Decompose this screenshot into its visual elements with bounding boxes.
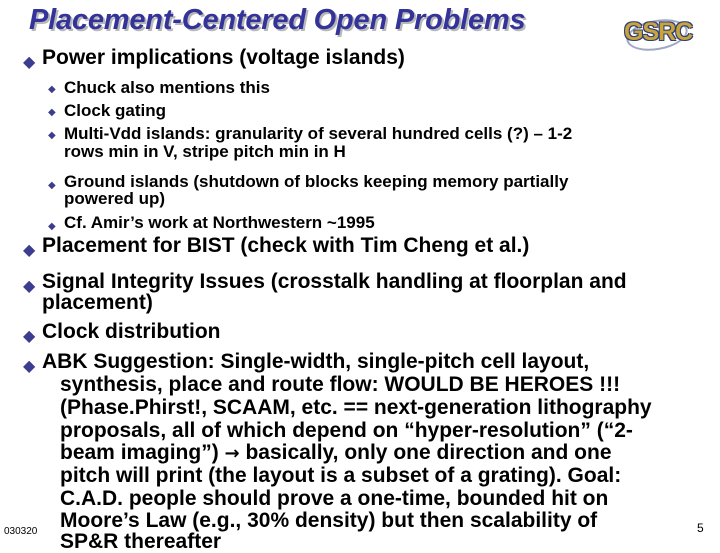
bullet-icon: ◆ <box>23 328 36 345</box>
footer-date: 030320 <box>4 526 38 537</box>
bullet-icon: ◆ <box>23 278 36 295</box>
bullet-abk-line5-end: basically, only one direction and one <box>245 441 612 464</box>
bullet-abk-line7: C.A.D. people should prove a one-time, bounded hit on <box>60 487 609 510</box>
sub-bullet-ground-islands-line1: Ground islands (shutdown of blocks keeping memory partially <box>64 172 569 191</box>
page-number: 5 <box>697 521 704 535</box>
bullet-abk-line9: SP&R thereafter <box>60 530 222 553</box>
sub-bullet-amir: Cf. Amir’s work at Northwestern ~1995 <box>64 213 375 232</box>
slide-title: Placement-Centered Open Problems <box>29 4 526 36</box>
bullet-abk-line5 <box>60 443 612 465</box>
sub-bullet-multi-vdd-line2: rows min in V, stripe pitch min in H <box>64 142 346 161</box>
bullet-icon: ◆ <box>23 358 36 375</box>
bullet-abk-line5-start: beam imaging”) <box>60 441 219 464</box>
bullet-icon: ◆ <box>23 242 36 259</box>
bullet-icon: ◆ <box>23 54 36 71</box>
bullet-power-implications: Power implications (voltage islands) <box>42 46 405 69</box>
sub-bullet-icon: ◆ <box>48 107 56 118</box>
sub-bullet-icon: ◆ <box>48 84 56 95</box>
logo-text: GSRC <box>624 18 693 46</box>
sub-bullet-ground-islands-line2: powered up) <box>64 189 166 208</box>
bullet-clock-distribution: Clock distribution <box>42 320 221 343</box>
sub-bullet-icon: ◆ <box>48 130 56 141</box>
arrow-icon: → <box>224 443 240 464</box>
bullet-abk-line4: proposals, all of which depend on “hyper-resolution” (“2- <box>60 419 633 442</box>
bullet-abk-line6: pitch will print (the layout is a subset of a grating). Goal: <box>60 464 622 487</box>
bullet-abk-line8: Moore’s Law (e.g., 30% density) but then scalability of <box>60 509 598 532</box>
bullet-signal-integrity-line2: placement) <box>42 291 153 314</box>
sub-bullet-chuck: Chuck also mentions this <box>64 78 270 97</box>
bullet-abk-line2: synthesis, place and route flow: WOULD BE HEROES !!! <box>60 373 621 396</box>
sub-bullet-icon: ◆ <box>48 221 56 232</box>
bullet-placement-bist: Placement for BIST (check with Tim Cheng et al.) <box>42 234 530 257</box>
bullet-abk-line1: ABK Suggestion: Single-width, single-pitch cell layout, <box>42 350 590 373</box>
bullet-abk-line3: (Phase.Phirst!, SCAAM, etc. == next-generation lithography <box>60 396 652 419</box>
bullet-signal-integrity-line1: Signal Integrity Issues (crosstalk handling at floorplan and <box>42 270 627 293</box>
sub-bullet-icon: ◆ <box>48 180 56 191</box>
sub-bullet-multi-vdd-line1: Multi-Vdd islands: granularity of several hundred cells (?) – 1-2 <box>64 124 573 143</box>
sub-bullet-clock-gating: Clock gating <box>64 101 167 120</box>
